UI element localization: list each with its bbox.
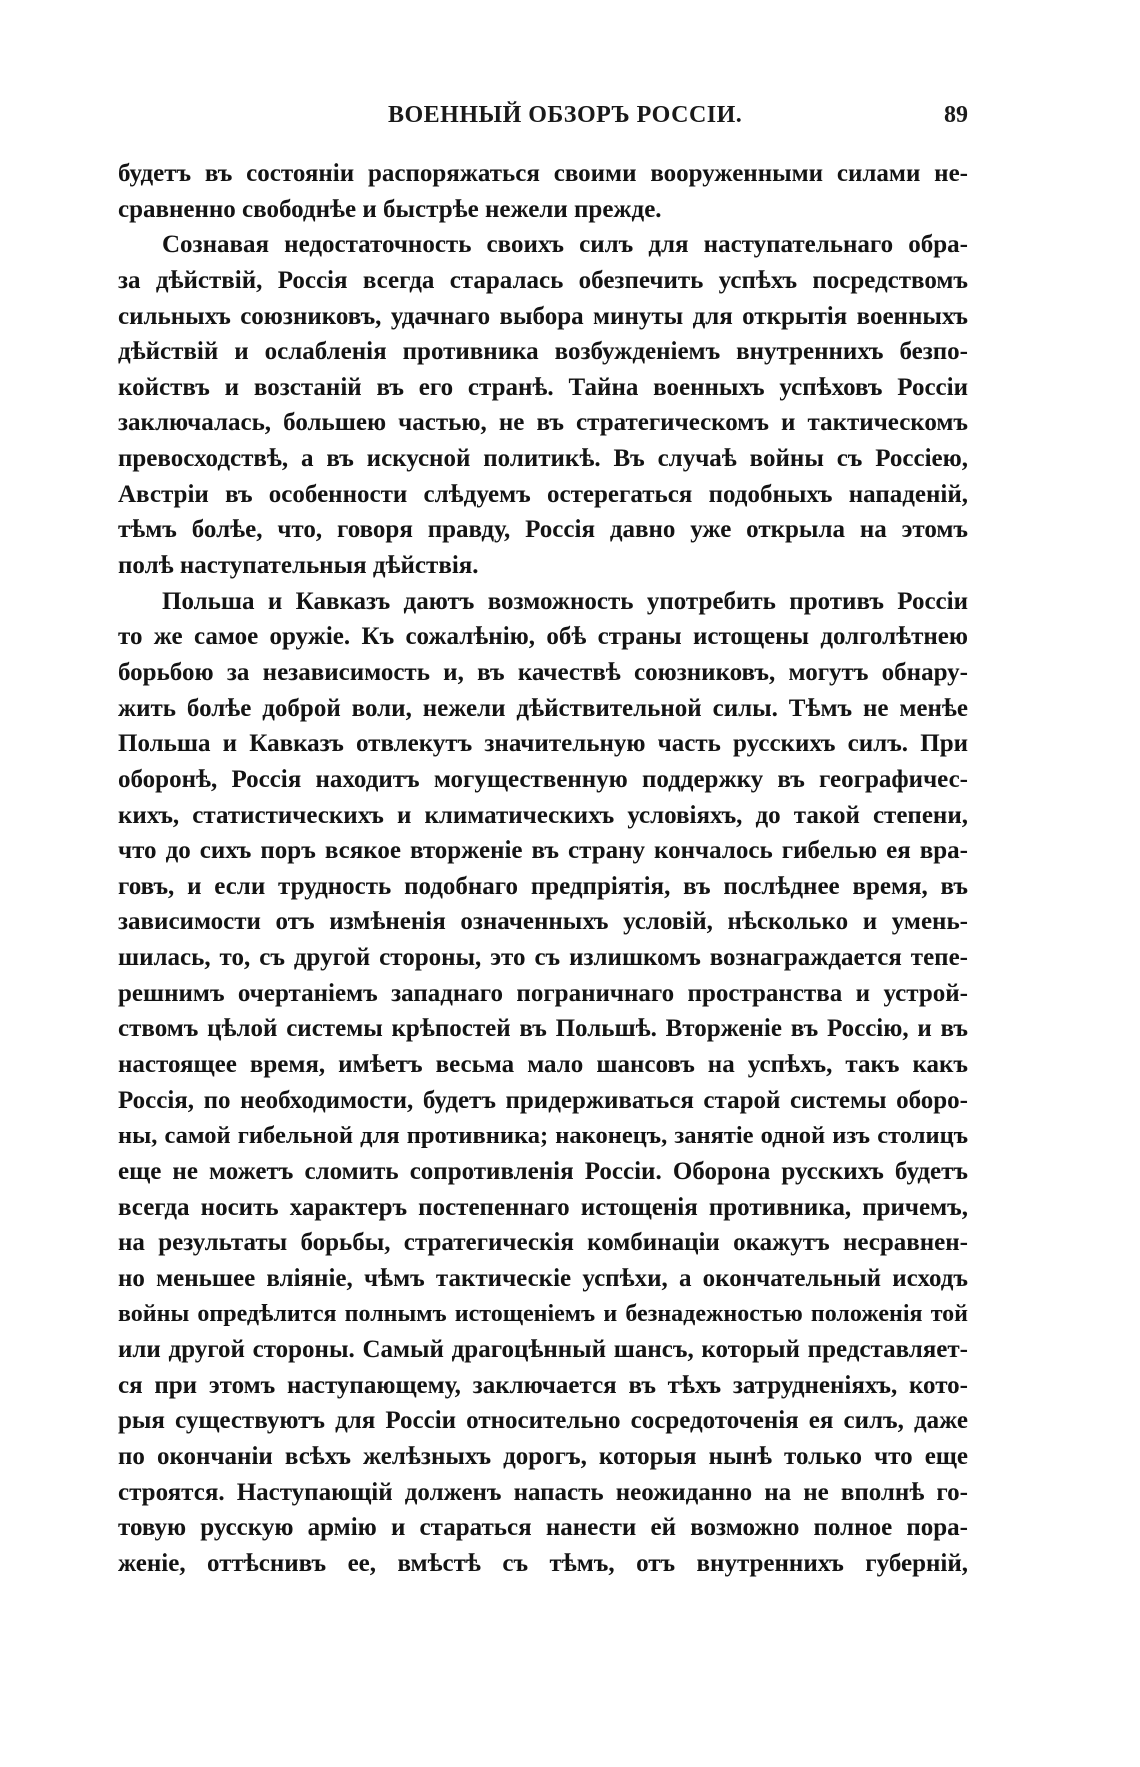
text-line: решнимъ очертаніемъ западнаго пограничнаго пространства и устрой- bbox=[118, 979, 968, 1007]
text-line: сильныхъ союзниковъ, удачнаго выбора минуты для открытія военныхъ bbox=[118, 302, 968, 330]
text-line: шилась, то, съ другой стороны, это съ излишкомъ вознаграждается тепе- bbox=[118, 944, 968, 972]
text-line: говъ, и если трудность подобнаго предпріятія, въ послѣднее время, въ bbox=[118, 872, 968, 900]
text-line: рыя существуютъ для Россіи относительно сосредоточенія ея силъ, даже bbox=[118, 1407, 968, 1435]
text-line: будетъ въ состояніи распоряжаться своими вооруженными силами не- bbox=[118, 160, 968, 187]
text-line: кихъ, статистическихъ и климатическихъ условіяхъ, до такой степени, bbox=[118, 801, 968, 829]
text-line: заключалась, большею частью, не въ стратегическомъ и тактическомъ bbox=[118, 409, 968, 437]
text-line: зависимости отъ измѣненія означенныхъ условій, нѣсколько и умень- bbox=[118, 908, 968, 936]
text-line: дѣйствій и ослабленія противника возбужденіемъ внутреннихъ безпо- bbox=[118, 338, 968, 366]
text-line: сравненно свободнѣе и быстрѣе нежели прежде. bbox=[118, 195, 662, 223]
text-line: еще не можетъ сломить сопротивленія Россіи. Оборона русскихъ будетъ bbox=[118, 1157, 968, 1185]
text-line: ствомъ цѣлой системы крѣпостей въ Польшѣ. Вторженіе въ Россію, и въ bbox=[118, 1015, 968, 1043]
text-line: оборонѣ, Россія находитъ могущественную поддержку въ географичес- bbox=[118, 765, 968, 793]
text-line: то же самое оружіе. Къ сожалѣнію, обѣ страны истощены долголѣтнею bbox=[118, 623, 968, 651]
text-line: войны опредѣлится полнымъ истощеніемъ и безнадежностью положенія той bbox=[118, 1300, 968, 1327]
running-title: ВОЕННЫЙ ОБЗОРЪ РОССІИ. bbox=[388, 102, 743, 128]
text-line: по окончаніи всѣхъ желѣзныхъ дорогъ, которыя нынѣ только что еще bbox=[118, 1443, 968, 1471]
page-header bbox=[118, 98, 968, 138]
text-line: тѣмъ болѣе, что, говоря правду, Россія давно уже открыла на этомъ bbox=[118, 516, 968, 544]
page-number: 89 bbox=[944, 102, 968, 128]
text-line: превосходствѣ, а въ искусной политикѣ. Въ случаѣ войны съ Россіею, bbox=[118, 445, 968, 473]
text-line: Польша и Кавказъ даютъ возможность употребить противъ Россіи bbox=[162, 587, 968, 615]
text-line: Россія, по необходимости, будетъ придерживаться старой системы оборо- bbox=[118, 1086, 968, 1114]
text-line: за дѣйствій, Россія всегда старалась обезпечить успѣхъ посредствомъ bbox=[118, 266, 968, 294]
text-line: или другой стороны. Самый драгоцѣнный шансъ, который представляет- bbox=[118, 1336, 968, 1364]
text-line: полѣ наступательныя дѣйствія. bbox=[118, 552, 479, 580]
text-line: товую русскую армію и стараться нанести ей возможно полное пора- bbox=[118, 1514, 968, 1542]
text-line: Польша и Кавказъ отвлекутъ значительную часть русскихъ силъ. При bbox=[118, 730, 968, 758]
text-line: жить болѣе доброй воли, нежели дѣйствительной силы. Тѣмъ не менѣе bbox=[118, 694, 968, 722]
body-text bbox=[118, 156, 968, 1582]
text-line: на результаты борьбы, стратегическія комбинаціи окажутъ несравнен- bbox=[118, 1229, 968, 1257]
text-line: борьбою за независимость и, въ качествѣ союзниковъ, могутъ обнару- bbox=[118, 658, 968, 686]
text-line: Австріи въ особенности слѣдуемъ остерегаться подобныхъ нападеній, bbox=[118, 480, 968, 508]
text-line: Сознавая недостаточность своихъ силъ для наступательнаго обра- bbox=[162, 231, 968, 259]
text-line: строятся. Наступающій долженъ напасть неожиданно на не вполнѣ го- bbox=[118, 1478, 968, 1506]
text-line: женіе, оттѣснивъ ее, вмѣстѣ съ тѣмъ, отъ внутреннихъ губерній, bbox=[118, 1549, 968, 1577]
text-line: ны, самой гибельной для противника; наконецъ, занятіе одной изъ столицъ bbox=[118, 1122, 968, 1150]
text-line: всегда носить характеръ постепеннаго истощенія противника, причемъ, bbox=[118, 1193, 968, 1221]
text-line: но меньшее вліяніе, чѣмъ тактическіе успѣхи, а окончательный исходъ bbox=[118, 1264, 968, 1292]
text-line: ся при этомъ наступающему, заключается въ тѣхъ затрудненіяхъ, кото- bbox=[118, 1371, 968, 1399]
text-line: койствъ и возстаній въ его странѣ. Тайна военныхъ успѣховъ Россіи bbox=[118, 373, 968, 401]
text-line: настоящее время, имѣетъ весьма мало шансовъ на успѣхъ, такъ какъ bbox=[118, 1051, 968, 1079]
text-line: что до сихъ поръ всякое вторженіе въ страну кончалось гибелью ея вра- bbox=[118, 837, 968, 865]
